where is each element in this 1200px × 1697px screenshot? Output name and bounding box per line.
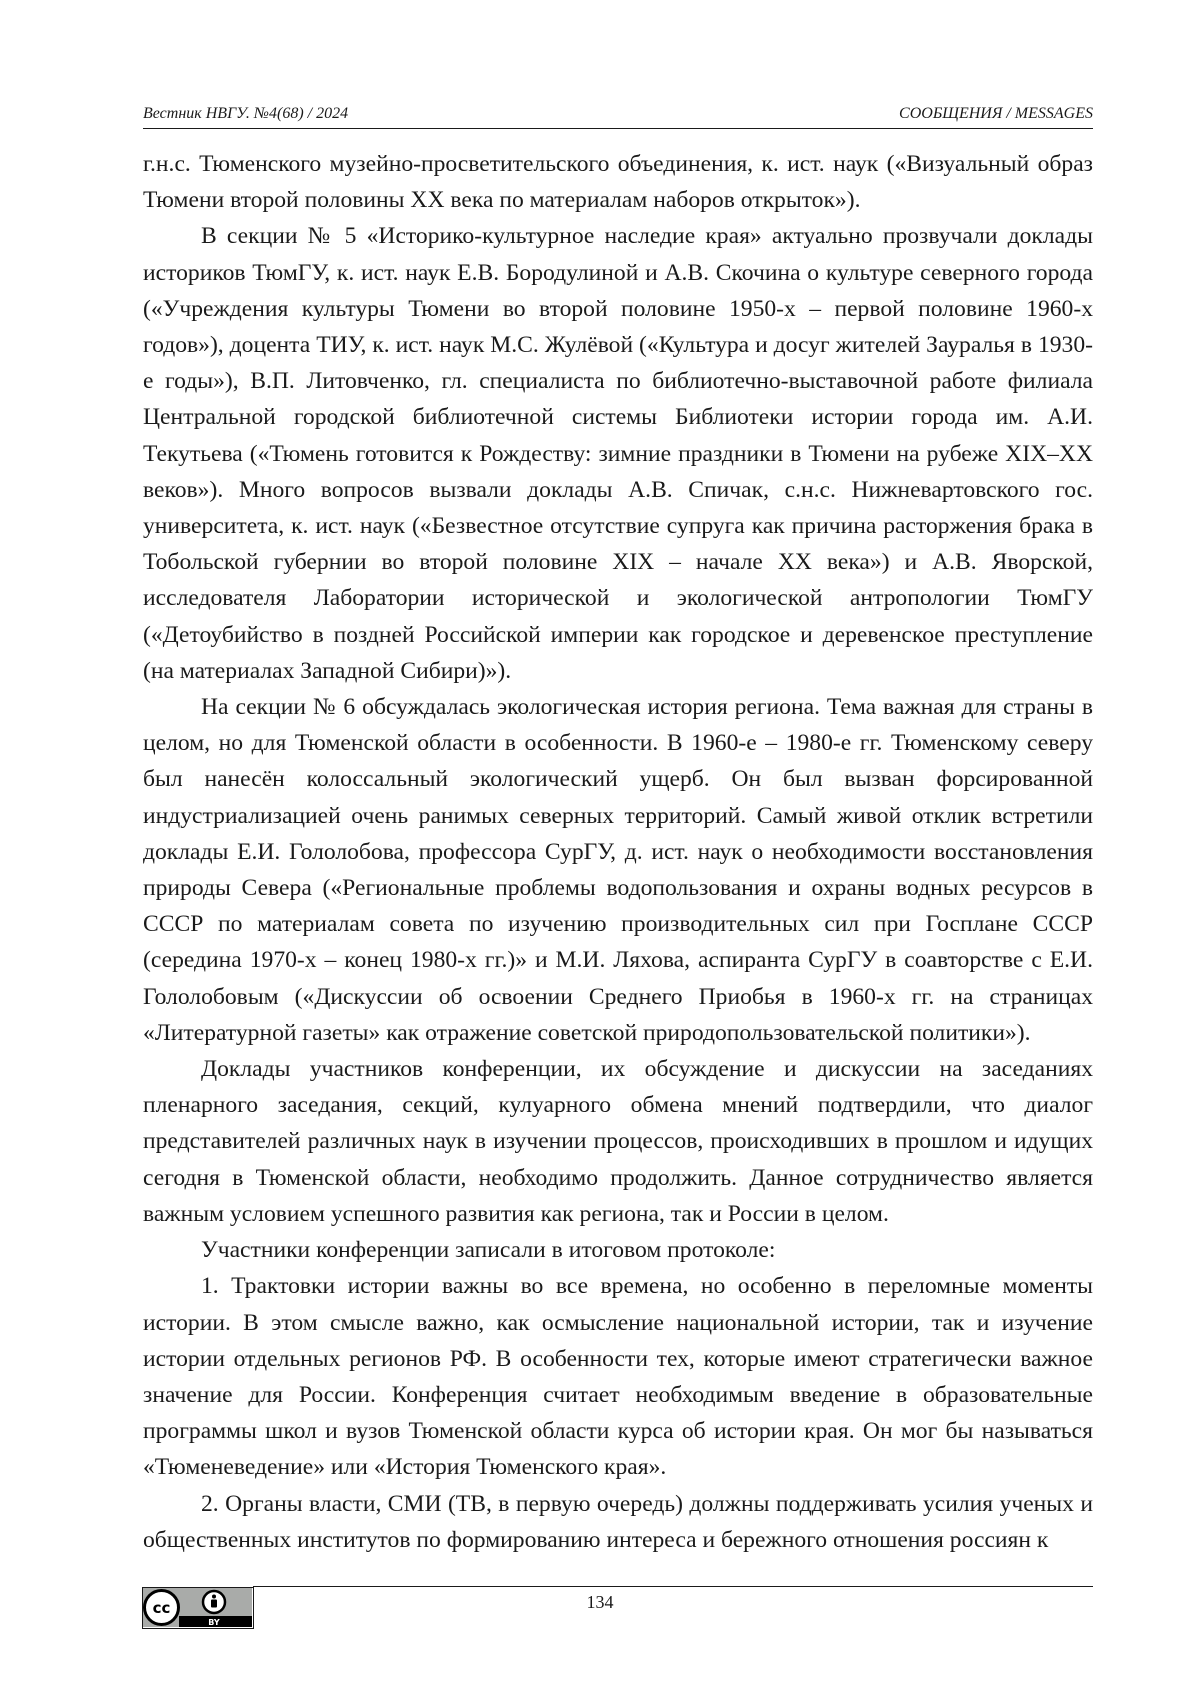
page-number: 134 — [586, 1592, 614, 1612]
paragraph-4: Доклады участников конференции, их обсуждение и дискуссии на заседаниях пленарного заседания, секций, кулуарного обмена мнений подтвердили, что диалог представителей различных наук в изучении процессов, происходивших в прошлом и идущих сегодня в Тюменской области, необходимо продолжить. Данное сотрудничество является важным условием успешного развития как региона, так и России в целом. — [143, 1056, 1093, 1227]
header-rule — [143, 128, 1093, 129]
paragraph-7: 2. Органы власти, СМИ (ТВ, в первую очередь) должны поддерживать усилия ученых и общественных институтов по формированию интереса и бережного отношения россиян к — [143, 1490, 1093, 1553]
article-body — [143, 146, 1093, 1558]
running-header — [143, 103, 1093, 125]
paragraph-5: Участники конференции записали в итоговом протоколе: — [201, 1237, 776, 1264]
section-title: СООБЩЕНИЯ / MESSAGES — [899, 105, 1093, 122]
cc-by-icon — [142, 1587, 254, 1629]
paragraph-2: В секции № 5 «Историко-культурное наследие края» актуально прозвучали доклады историков ТюмГУ, к. ист. наук Е.В. Бородулиной и А.В. Скочина о культуре северного города («Учреждения культуры Тюмени во второй половине 1950-х – первой половине 1960-х годов»), доцента ТИУ, к. ист. наук М.С. Жулёвой («Культура и досуг жителей Зауралья в 1930-е годы»), В.П. Литовченко, гл. специалиста по библиотечно-выставочной работе филиала Центральной городской библиотечной системы Библиотеки истории города им. А.И. Текутьева («Тюмень готовится к Рождеству: зимние праздники в Тюмени на рубеже XIX–XX веков»). Много вопросов вызвали доклады А.В. Спичак, с.н.с. Нижневартовского гос. университета, к. ист. наук («Безвестное отсутствие супруга как причина расторжения брака в Тобольской губернии во второй половине XIX – начале XX века») и А.В. Яворской, исследователя Лаборатории исторической и экологической антропологии ТюмГУ («Детоубийство в поздней Российской империи как городское и деревенское преступление (на материалах Западной Сибири)»). — [143, 223, 1093, 684]
svg-text:cc: cc — [152, 1599, 171, 1617]
license-by-text: BY — [208, 1618, 220, 1627]
paragraph-1: г.н.с. Тюменского музейно-просветительского объединения, к. ист. наук («Визуальный образ Тюмени второй половины XX века по материалам наборов открыток»). — [143, 151, 1093, 214]
cc-by-logo-graphic — [143, 1588, 252, 1627]
footer-rule — [253, 1586, 1093, 1587]
journal-title: Вестник НВГУ. №4(68) / 2024 — [143, 105, 349, 122]
paragraph-6: 1. Трактовки истории важны во все времена, но особенно в переломные моменты истории. В этом смысле важно, как осмысление национальной истории, так и изучение истории отдельных регионов РФ. В особенности тех, которые имеют стратегически важное значение для России. Конференция считает необходимым введение в образовательные программы школ и вузов Тюменской области курса об истории края. Он мог бы называться «Тюменеведение» или «История Тюменского края». — [143, 1273, 1093, 1481]
paragraph-3: На секции № 6 обсуждалась экологическая история региона. Тема важная для страны в целом, но для Тюменской области в особенности. В 1960-е – 1980-е гг. Тюменскому северу был нанесён колоссальный экологический ущерб. Он был вызван форсированной индустриализацией очень ранимых северных территорий. Самый живой отклик встретили доклады Е.И. Гололобова, профессора СурГУ, д. ист. наук о необходимости восстановления природы Севера («Региональные проблемы водопользования и охраны водных ресурсов в СССР по материалам совета по изучению производительных сил при Госплане СССР (середина 1970-х – конец 1980-х гг.)» и М.И. Ляхова, аспиранта СурГУ в соавторстве с Е.И. Гололобовым («Дискуссии об освоении Среднего Приобья в 1960-х гг. на страницах «Литературной газеты» как отражение советской природопользовательской политики»). — [143, 694, 1093, 1046]
